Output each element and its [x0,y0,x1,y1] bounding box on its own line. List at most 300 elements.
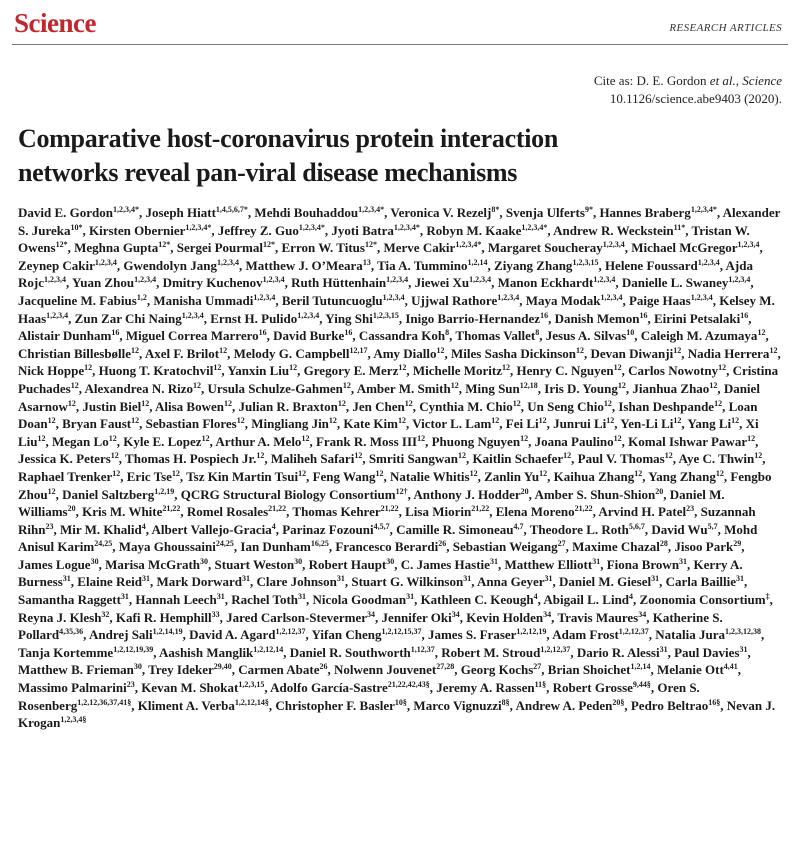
author-entry [334,662,454,677]
author-affiliation: 29,40 [213,662,232,672]
citation-line [12,72,782,90]
author-affiliation: 1,2,3,4* [358,205,385,214]
author-affiliation: 12 [417,433,426,443]
author-affiliation: 12 [520,433,529,443]
author-affiliation: 1,2,12,37 [618,627,649,637]
author-affiliation: 21,22 [162,504,181,514]
author-entry [146,416,245,431]
author-affiliation: 12 [512,398,521,408]
author-entry [405,311,548,326]
author-entry [234,346,368,361]
author-entry [351,574,471,589]
author-affiliation: 1,2,3,4 [593,275,616,285]
author-affiliation: 12 [709,380,718,390]
author-affiliation: 1,2,12,15,37 [381,627,422,637]
author-affiliation: 24,25 [94,539,113,549]
author-list: David E. Gordon$^{1,2,3,4*}$, Joseph Hiatt$^{1,4,5,6,7*}$, Mehdi Bouhaddou$^{1,2,3,4*}$, Veronica V. Rezelj$^{8*}$, Svenja Ulferts$^{9*}$, Hannes Braberg$^{1,2,3,4*}$, Alexander S. Jureka$^{10*}$, Kirsten Obernier$^{1,2,3,4*}$, Jeffrey Z. Guo$^{1,2,3,4*}$, Jyoti Batra$^{1,2,3,4*}$, Robyn M. Kaake$^{1,2,3,4*}$, Andrew R. Weckstein$^{11*}$, Tristan W. Owens$^{12*}$, Meghna Gupta$^{12*}$, Sergei Pourmal$^{12*}$, Erron W. Titus$^{12*}$, Merve Cakir$^{1,2,3,4*}$, Margaret Soucheray$^{1,2,3,4}$, Michael McGregor$^{1,2,3,4}$, Zeynep Cakir$^{1,2,3,4}$, Gwendolyn Jang$^{1,2,3,4}$, Matthew J. O’Meara$^{13}$, Tia A. Tummino$^{1,2,14}$, Ziyang Zhang$^{1,2,3,15}$, Helene Foussard$^{1,2,3,4}$, Ajda Rojc$^{1,2,3,4}$, Yuan Zhou$^{1,2,3,4}$, Dmitry Kuchenov$^{1,2,3,4}$, Ruth Hüttenhain$^{1,2,3,4}$, Jiewei Xu$^{1,2,3,4}$, Manon Eckhardt$^{1,2,3,4}$, Danielle L. Swaney$^{1,2,3,4}$, Jacqueline M. Fabius$^{1,2}$, Manisha Ummadi$^{1,2,3,4}$, Beril Tutuncuoglu$^{1,2,3,4}$, Ujjwal Rathore$^{1,2,3,4}$, Maya Modak$^{1,2,3,4}$, Paige Haas$^{1,2,3,4}$, Kelsey M. Haas$^{1,2,3,4}$, Zun Zar Chi Naing$^{1,2,3,4}$, Ernst H. Pulido$^{1,2,3,4}$, Ying Shi$^{1,2,3,15}$, Inigo Barrio-Hernandez$^{16}$, Danish Memon$^{16}$, Eirini Petsalaki$^{16}$, Alistair Dunham$^{16}$, Miguel Correa Marrero$^{16}$, David Burke$^{16}$, Cassandra Koh$^8$, Thomas Vallet$^8$, Jesus A. Silvas$^{10}$, Caleigh M. Azumaya$^{12}$, Christian Billesbølle$^{12}$, Axel F. Brilot$^{12}$, Melody G. Campbell$^{12,17}$, Amy Diallo$^{12}$, Miles Sasha Dickinson$^{12}$, Devan Diwanji$^{12}$, Nadia Herrera$^{12}$, Nick Hoppe$^{12}$, Huong T. Kratochvil$^{12}$, Yanxin Liu$^{12}$, Gregory E. Merz$^{12}$, Michelle Moritz$^{12}$, Henry C. Nguyen$^{12}$, Carlos Nowotny$^{12}$, Cristina Puchades$^{12}$, Alexandrea N. Rizo$^{12}$, Ursula Schulze-Gahmen$^{12}$, Amber M. Smith$^{12}$, Ming Sun$^{12,18}$, Iris D. Young$^{12}$, Jianhua Zhao$^{12}$, Daniel Asarnow$^{12}$, Justin Biel$^{12}$, Alisa Bowen$^{12}$, Julian R. Braxton$^{12}$, Jen Chen$^{12}$, Cynthia M. Chio$^{12}$, Un Seng Chio$^{12}$, Ishan Deshpande$^{12}$, Loan Doan$^{12}$, Bryan Faust$^{12}$, Sebastian Flores$^{12}$, Mingliang Jin$^{12}$, Kate Kim$^{12}$, Victor L. Lam$^{12}$, Fei Li$^{12}$, Junrui Li$^{12}$, Yen-Li Li$^{12}$, Yang Li$^{12}$, Xi Liu$^{12}$, Megan Lo$^{12}$, Kyle E. Lopez$^{12}$, Arthur A. Melo$^{12}$, Frank R. Moss III$^{12}$, Phuong Nguyen$^{12}$, Joana Paulino$^{12}$, Komal Ishwar Pawar$^{12}$, Jessica K. Peters$^{12}$, Thomas H. Pospiech Jr.$^{12}$, Maliheh Safari$^{12}$, Smriti Sangwan$^{12}$, Kaitlin Schaefer$^{12}$, Paul V. Thomas$^{12}$, Aye C. Thwin$^{12}$, Raphael Trenker$^{12}$, Eric Tse$^{12}$, Tsz Kin Martin Tsui$^{12}$, Feng Wang$^{12}$, Natalie Whitis$^{12}$, Zanlin Yu$^{12}$, Kaihua Zhang$^{12}$, Yang Zhang$^{12}$, Fengbo Zhou$^{12}$, Daniel Saltzberg$^{1,2,19}$, QCRG Structural Biology Consortium$^{12\dagger}$, Anthony J. Hodder$^{20}$, Amber S. Shun-Shion$^{20}$, Daniel M. Williams$^{20}$, Kris M. White$^{21,22}$, Romel Rosales$^{21,22}$, Thomas Kehrer$^{21,22}$, Lisa Miorin$^{21,22}$, Elena Moreno$^{21,22}$, Arvind H. Patel$^{23}$, Suzannah Rihn$^{23}$, Mir M. Khalid$^4$, Albert Vallejo-Gracia$^4$, Parinaz Fozouni$^{4,5,7}$, Camille R. Simoneau$^{4,7}$, Theodore L. Roth$^{5,6,7}$, David Wu$^{5,7}$, Mohd Anisul Karim$^{24,25}$, Maya Ghoussaini$^{24,25}$, Ian Dunham$^{16,25}$, Francesco Berardi$^{26}$, Sebastian Weigang$^{27}$, Maxime Chazal$^{28}$, Jisoo Park$^{29}$, James Logue$^{30}$, Marisa McGrath$^{30}$, Stuart Weston$^{30}$, Robert Haupt$^{30}$, C. James Hastie$^{31}$, Matthew Elliott$^{31}$, Fiona Brown$^{31}$, Kerry A. Burness$^{31}$, Elaine Reid$^{31}$, Mark Dorward$^{31}$, Clare Johnson$^{31}$, Stuart G. Wilkinson$^{31}$, Anna Geyer$^{31}$, Daniel M. Giesel$^{31}$, Carla Baillie$^{31}$, Samantha Raggett$^{31}$, Hannah Leech$^{31}$, Rachel Toth$^{31}$, Nicola Goodman$^{31}$, Kathleen C. Keough$^4$, Abigail L. Lind$^4$, Zoonomia Consortium‡, Reyna J. Klesh$^{32}$, Kafi R. Hemphill$^{33}$, Jared Carlson-Stevermer$^{34}$, Jennifer Oki$^{34}$, Kevin Holden$^{34}$, Travis Maures$^{34}$, Katherine S. Pollard$^{4,35,36}$, Andrej Sali$^{1,2,14,19}$, David A. Agard$^{1,2,12,37}$, Yifan Cheng$^{1,2,12,15,37}$, James S. Fraser$^{1,2,12,19}$, Adam Frost$^{1,2,12,37}$, Natalia Jura$^{1,2,3,12,38}$, Tanja Kortemme$^{1,2,12,19,39}$, Aashish Manglik$^{1,2,12,14}$, Daniel R. Southworth$^{1,12,37}$, Robert M. Stroud$^{1,2,12,37}$, Dario R. Alessi$^{31}$, Paul Davies$^{31}$, Matthew B. Frieman$^{30}$, Trey Ideker$^{29,40}$, Carmen Abate$^{26}$, Nolwenn Jouvenet$^{27,28}$, Georg Kochs$^{27}$, Brian Shoichet$^{1,2,14}$, Melanie Ott$^{4,41}$, Massimo Palmarini$^{23}$, Kevan M. Shokat$^{1,2,3,15}$, Adolfo García-Sastre$^{21,22,42,43\S}$, Jeremy A. Rassen$^{11\S}$, Robert Grosse$^{9,44\S}$, Oren S. Rosenberg$^{1,2,12,36,37,41\S}$, Kliment A. Verba$^{1,2,12,14\S}$, Christopher F. Basler$^{10\S}$, Marco Vignuzzi$^{8\S}$, Andrew A. Peden$^{20\S}$, Pedro Beltrao$^{16\S}$, Nevan J. Krogan$^{1,2,3,4\S}$ [18,205,781,731]
author-name: Kerry A. Burness [18,556,743,590]
author-entry [148,662,232,677]
author-name: Amy Diallo [373,345,437,361]
author-name: Gwendolyn Jang [123,257,217,273]
author-affiliation: 12 [664,451,673,461]
author-affiliation: 8 [445,328,450,338]
author-entry [18,645,153,660]
author-entry [282,293,405,308]
author-entry [557,610,646,625]
author-affiliation: 34 [367,609,376,619]
author-entry [18,258,117,273]
author-name: Alistair Dunham [18,328,112,344]
author-affiliation: 12 [201,433,210,443]
author-entry [62,487,174,502]
author-entry [401,557,498,572]
author-name: Frank R. Moss III [315,433,418,449]
author-entry [72,275,156,290]
author-affiliation: 12 [576,345,585,355]
author-entry [292,504,398,519]
author-entry [316,434,425,449]
author-name: Veronica V. Rezelj [390,205,492,220]
author-affiliation: 4 [271,521,276,531]
author-affiliation: 12 [613,363,622,373]
author-affiliation: ‡ [765,592,770,602]
author-name: Danish Memon [554,310,640,326]
author-affiliation: 12 [301,433,310,443]
author-entry [82,399,149,414]
author-name: Joseph Hiatt [145,205,216,220]
author-affiliation: 12 [110,451,119,461]
author-affiliation: 11* [673,222,686,232]
author-affiliation: 1,2,3,15 [572,257,599,267]
author-affiliation: 12 [37,433,46,443]
author-name: Carlos Nowotny [628,363,719,379]
author-affiliation: 12 [289,363,298,373]
author-affiliation: 31 [592,556,601,566]
author-name: James Logue [18,556,91,572]
author-entry [215,557,303,572]
author-entry [455,328,539,343]
author-affiliation: 16,25 [310,539,329,549]
author-entry [210,311,319,326]
author-affiliation: 5,6,7 [628,521,645,531]
author-entry [291,275,408,290]
author-name: Camille R. Simoneau [396,521,514,537]
author-affiliation: 27,28 [436,662,455,672]
author-affiliation: 31 [739,644,748,654]
author-entry [688,346,778,361]
author-affiliation: 16 [344,328,353,338]
author-entry [421,592,538,607]
author-name: Tanja Kortemme [18,644,114,660]
author-entry [687,416,739,431]
author-affiliation: 31 [120,592,129,602]
author-entry [343,416,406,431]
author-entry [622,275,751,290]
author-affiliation: 1,2,3,4* [185,222,212,232]
author-name: Zun Zar Chi Naing [74,310,182,326]
author-name: David E. Gordon [18,205,113,220]
author-name: Daniel M. Giesel [559,574,652,590]
author-entry [240,539,328,554]
author-name: Joana Paulino [534,433,614,449]
author-name: Brian Shoichet [547,662,631,678]
author-name: Marco Vignuzzi [413,697,502,713]
author-affiliation: 4,7 [513,521,524,531]
author-entry [477,574,553,589]
author-affiliation: 31 [651,574,660,584]
author-name: Daniel Asarnow [18,380,760,414]
author-name: Kris M. White [82,504,163,520]
author-entry [304,363,407,378]
author-affiliation: 31 [463,574,472,584]
header-divider [12,44,788,45]
author-affiliation: 31 [298,592,307,602]
author-affiliation: 4,35,36 [59,627,84,637]
author-affiliation: 1,2,3,15 [238,680,265,690]
author-name: Kirsten Obernier [89,222,186,238]
author-entry [390,469,478,484]
author-affiliation: 12 [718,363,727,373]
author-affiliation: 12 [47,486,56,496]
author-name: Christian Billesbølle [18,345,132,361]
author-name: Paul V. Thomas [577,451,665,467]
author-entry [641,328,766,343]
author-name: Parinaz Fozouni [282,521,374,537]
author-name: Sergei Pourmal [176,240,264,256]
author-entry [18,363,92,378]
author-entry [74,240,170,255]
author-name: Meghna Gupta [74,240,159,256]
author-affiliation: 10* [70,222,83,232]
author-affiliation: 20 [655,486,664,496]
author-affiliation: 1,2,14 [630,662,651,672]
author-name: Alexander S. Jureka [18,205,781,238]
author-affiliation: 16 [639,310,648,320]
author-name: Pedro Beltrao [630,697,709,713]
author-name: David Wu [651,521,708,537]
author-name: Kafi R. Hemphill [115,609,212,625]
author-entry [548,662,651,677]
author-name: Xi Liu [18,416,759,449]
author-affiliation: 31 [216,592,225,602]
author-entry [428,627,546,642]
author-affiliation: 1,2,14 [467,257,488,267]
author-entry [553,223,685,238]
journal-logo[interactable]: Science [14,8,96,38]
author-entry [436,680,546,695]
author-affiliation: 1,2,12,37 [540,644,571,654]
author-entry [377,258,487,273]
author-entry [177,240,275,255]
author-name: Fengbo Zhou [18,468,772,502]
author-affiliation: 12 [714,398,723,408]
author-name: Massimo Palmarini [18,680,127,696]
author-entry [18,610,109,625]
author-affiliation: 12 [404,398,413,408]
author-name: Melanie Ott [657,662,724,678]
author-affiliation: 12 [398,363,407,373]
author-entry [419,399,521,414]
author-entry [60,522,146,537]
author-name: Cristina Puchades [18,363,779,396]
author-name: Andrew A. Peden [515,697,613,713]
author-affiliation: 12 [458,451,467,461]
author-entry [413,487,528,502]
author-affiliation: 1,2,3,4 [216,257,239,267]
author-name: Lisa Miorin [405,504,472,520]
author-affiliation: 21,22 [380,504,399,514]
author-affiliation: 1,2,12,19 [516,627,547,637]
author-affiliation: 12 [613,433,622,443]
author-entry [75,311,204,326]
author-affiliation: 12 [141,398,150,408]
author-affiliation: 1,2,3,4 [134,275,157,285]
author-affiliation: 12 [469,468,478,478]
author-entry [163,275,285,290]
author-affiliation: 12 [328,416,337,426]
author-affiliation: 1,2,12,36,37,41§ [77,697,132,707]
author-affiliation: 31 [736,574,745,584]
author-name: Axel F. Brilot [144,345,220,361]
author-affiliation: 1,2,12,19,39 [113,644,154,654]
author-entry [578,451,673,466]
author-affiliation: 16 [258,328,267,338]
author-affiliation: 12 [769,345,778,355]
author-entry [251,416,337,431]
author-entry [335,539,446,554]
author-name: Theodore L. Roth [529,521,629,537]
author-affiliation: 30 [386,556,395,566]
author-name: Kevin Holden [466,609,544,625]
author-affiliation: 34 [638,609,647,619]
author-name: Kaitlin Schaefer [472,451,564,467]
author-name: Kyle E. Lopez [123,433,202,449]
author-name: Dmitry Kuchenov [162,275,263,291]
author-name: Jyoti Batra [331,222,394,238]
author-name: Christopher F. Basler [275,697,395,713]
author-name: Nadia Herrera [687,345,770,361]
author-entry [465,381,538,396]
author-entry [186,469,306,484]
author-affiliation: 12 [213,363,222,373]
author-entry [605,258,720,273]
author-entry [290,645,435,660]
author-name: Fiona Brown [606,556,680,572]
title-line-1: Comparative host-coronavirus protein interaction [18,124,558,153]
author-entry [257,574,345,589]
author-affiliation: 12 [342,380,351,390]
author-affiliation: 1,2,3,15 [372,310,399,320]
author-entry [679,451,763,466]
author-name: Maya Ghoussaini [118,539,216,555]
author-entry [231,592,306,607]
author-entry [553,416,614,431]
author-entry [674,645,747,660]
author-name: Ajda Rojc [18,257,753,291]
author-name: Stuart Weston [214,556,295,572]
author-name: Robert Grosse [552,680,633,696]
author-name: Nolwenn Jouvenet [334,662,437,678]
author-entry [426,223,547,238]
author-entry [555,311,648,326]
author-affiliation: 1,2,14,19 [152,627,183,637]
author-affiliation: 31 [242,574,251,584]
author-affiliation: 12 [47,416,56,426]
author-name: Maya Modak [525,292,601,308]
author-affiliation: 12* [55,240,68,250]
author-name: Merve Cakir [383,240,456,256]
author-affiliation: 30 [294,556,303,566]
author-name: Melody G. Campbell [233,345,350,361]
author-affiliation: 27 [533,662,542,672]
author-affiliation: 31 [544,574,553,584]
author-entry [648,469,724,484]
author-affiliation: 1,2,3,4 [262,275,285,285]
author-name: Tia A. Tummino [377,257,468,273]
author-entry [461,662,542,677]
author-entry [655,627,761,642]
author-entry [313,592,415,607]
author-entry [405,504,489,519]
author-affiliation: 12 [539,468,548,478]
author-name: Sebastian Weigang [452,539,558,555]
author-name: Danielle L. Swaney [621,275,729,291]
author-entry [159,645,283,660]
author-entry [146,205,248,220]
author-affiliation: 12 [450,380,459,390]
author-affiliation: 32 [101,609,110,619]
author-entry [577,645,668,660]
author-affiliation: 1,2,3,4 [181,310,204,320]
author-name: Jianhua Zhao [632,380,710,396]
author-name: Helene Foussard [604,257,698,273]
author-affiliation: 1,12,37 [410,644,435,654]
author-entry [153,293,275,308]
author-entry [270,680,430,695]
author-affiliation: 1,2,3,4* [393,222,420,232]
author-name: Raphael Trenker [18,468,113,484]
author-affiliation: 31 [141,574,150,584]
doi-line[interactable]: 10.1126/science.abe9403 (2020). [609,91,782,106]
author-name: Julian R. Braxton [238,398,338,414]
author-affiliation: 9,44§ [632,680,651,690]
author-affiliation: 1,2,3,4 [94,257,117,267]
author-entry [18,205,139,220]
author-entry [628,363,726,378]
author-entry [123,258,239,273]
author-name: Rachel Toth [231,592,299,608]
author-entry [85,381,201,396]
author-name: Daniel M. Williams [18,486,725,520]
author-affiliation: 12 [171,468,180,478]
author-affiliation: 16 [111,328,120,338]
author-entry [138,698,269,713]
author-affiliation: 4 [533,592,538,602]
author-entry [119,539,234,554]
author-name: Eric Tse [126,468,172,484]
author-entry [275,698,407,713]
author-affiliation: 12 [67,398,76,408]
author-name: Georg Kochs [460,662,534,678]
author-affiliation: 1,2,3,4 [497,292,520,302]
author-affiliation: 11§ [534,680,547,690]
author-affiliation: 24,25 [215,539,234,549]
author-name: Mir M. Khalid [59,521,142,537]
author-entry [383,240,481,255]
author-entry [451,346,584,361]
author-name: Trey Ideker [148,662,214,678]
author-affiliation: 12 [538,416,547,426]
author-name: Amber S. Shun-Shion [534,486,656,502]
author-name: Albert Vallejo-Gracia [151,521,272,537]
author-name: Samantha Raggett [18,592,121,608]
author-affiliation: 12 [731,416,740,426]
author-name: Thomas Vallet [455,328,536,344]
author-name: Zanlin Yu [484,468,540,484]
author-name: Ishan Deshpande [618,398,715,414]
author-name: Jacqueline M. Fabius [18,292,137,308]
author-entry [187,504,286,519]
author-entry [515,698,624,713]
author-entry [632,381,717,396]
author-name: Kevan M. Shokat [141,680,239,696]
author-entry [181,487,408,502]
author-affiliation: 12 [397,416,406,426]
author-name: Ying Shi [325,310,373,326]
author-name: Katherine S. Pollard [18,609,723,643]
author-entry [271,451,362,466]
author-name: David Burke [273,328,345,344]
author-name: Yuan Zhou [72,275,135,291]
author-affiliation: 10§ [394,697,407,707]
author-entry [156,574,250,589]
author-name: Kate Kim [343,416,398,432]
author-affiliation: 1,2,3,4 [44,275,66,285]
author-name: Yen-Li Li [620,416,674,432]
author-entry [373,346,444,361]
author-entry [89,223,211,238]
author-affiliation: 31 [489,556,498,566]
author-name: Matthew Elliott [504,556,593,572]
author-name: Daniel R. Southworth [289,644,411,660]
author-entry [207,381,350,396]
author-affiliation: 1,2,3,4* [298,222,325,232]
title-line-2: networks reveal pan-viral disease mechanisms [18,158,518,187]
author-entry [313,469,384,484]
author-name: Komal Ishwar Pawar [628,433,748,449]
author-affiliation: 12 [673,416,682,426]
author-name: James S. Fraser [427,627,517,643]
author-entry [559,574,659,589]
author-entry [666,574,744,589]
author-entry [145,346,227,361]
author-name: Inigo Barrio-Hernandez [405,310,541,326]
author-name: Ruth Hüttenhain [291,275,387,291]
author-affiliation: 33 [211,609,220,619]
author-affiliation: 12 [112,468,121,478]
author-affiliation: 12 [563,451,572,461]
author-affiliation: 1,2,3,4 [46,310,69,320]
author-affiliation: 9* [584,205,593,214]
author-affiliation: 12 [603,398,612,408]
author-name: Tristan W. Owens [18,222,750,256]
author-affiliation: 30 [200,556,209,566]
author-affiliation: 12 [354,451,363,461]
author-affiliation: 12,18 [519,380,538,390]
author-name: Ujjwal Rathore [411,292,498,308]
author-name: Abigail L. Lind [543,592,630,608]
author-entry [530,522,645,537]
